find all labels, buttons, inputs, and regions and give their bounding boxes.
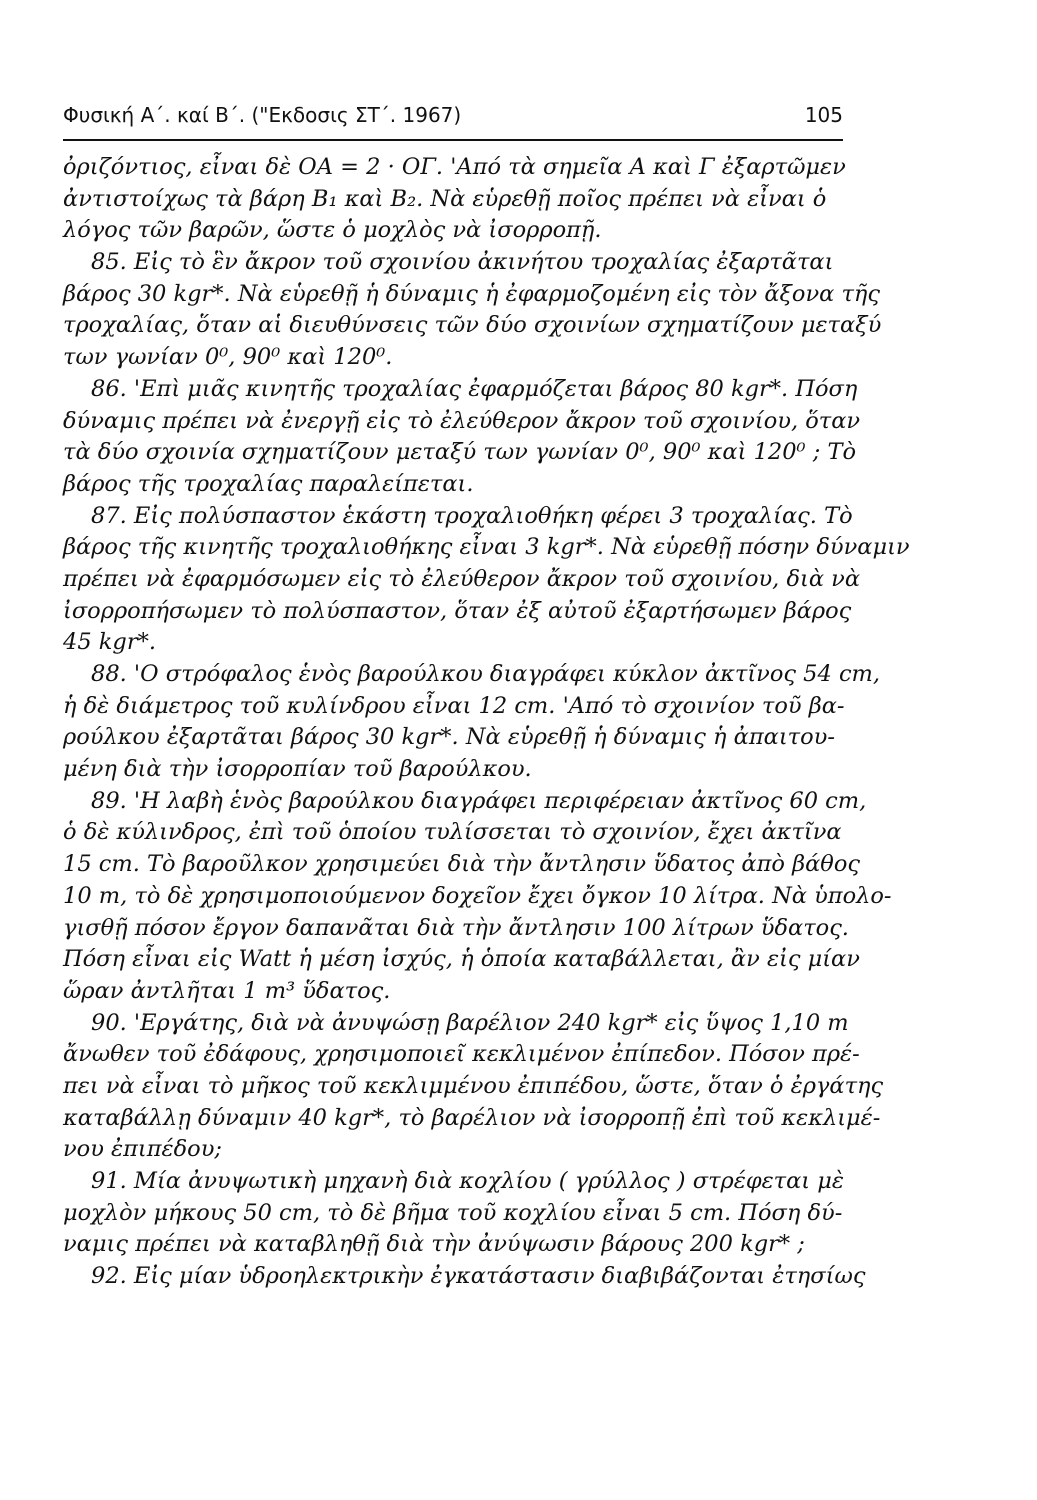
text-line: Πόση εἶναι εἰς Watt ἡ μέση ἰσχύς, ἡ ὁποία καταβάλλεται, ἂν εἰς μίαν <box>63 946 860 973</box>
problem-87-start: 87. Εἰς πολύσπαστον ἑκάστη τροχαλιοθήκη φέρει 3 τροχαλίας. Τὸ <box>91 502 853 529</box>
body-text <box>63 152 910 1293</box>
text-line: βάρος 30 kgr*. Νὰ εὑρεθῇ ἡ δύναμις ἡ ἐφαρμοζομένη εἰς τὸν ἄξονα τῆς <box>63 280 881 307</box>
text-line: ρούλκου ἐξαρτᾶται βάρος 30 kgr*. Νὰ εὑρεθῇ ἡ δύναμις ἡ ἀπαιτου- <box>63 724 835 751</box>
text-line: ὀριζόντιος, εἶναι δὲ ΟΑ = 2 · ΟΓ. 'Από τὰ σημεῖα Α καὶ Γ ἐξαρτῶμεν <box>63 154 846 180</box>
problem-88-start: 88. 'Ο στρόφαλος ἑνὸς βαρούλκου διαγράφει κύκλον ἀκτῖνος 54 cm, <box>91 661 881 687</box>
header-title: Φυσική Α΄. καί Β΄. ("Εκδοσις ΣΤ΄. 1967) <box>63 103 462 127</box>
text-line: καταβάλλῃ δύναμιν 40 kgr*, τὸ βαρέλιον νὰ ἰσορροπῇ ἐπὶ τοῦ κεκλιμέ- <box>63 1104 881 1131</box>
text-line: λόγος τῶν βαρῶν, ὥστε ὁ μοχλὸς νὰ ἰσορροπῇ. <box>63 217 602 244</box>
text-line: μοχλὸν μήκους 50 cm, τὸ δὲ βῆμα τοῦ κοχλίου εἶναι 5 cm. Πόση δύ- <box>63 1199 843 1226</box>
page-number: 105 <box>804 103 843 127</box>
text-line: πρέπει νὰ ἐφαρμόσωμεν εἰς τὸ ἐλεύθερον ἄκρον τοῦ σχοινίου, διὰ νὰ <box>63 565 861 592</box>
text-line: ὁ δὲ κύλινδρος, ἐπὶ τοῦ ὁποίου τυλίσσεται τὸ σχοινίον, ἔχει ἀκτῖνα <box>63 819 842 846</box>
text-line: ἡ δὲ διάμετρος τοῦ κυλίνδρου εἶναι 12 cm. 'Από τὸ σχοινίον τοῦ βα- <box>63 692 845 719</box>
text-line: ναμις πρέπει νὰ καταβληθῇ διὰ τὴν ἀνύψωσιν βάρους 200 kgr* ; <box>63 1231 805 1258</box>
running-header <box>63 100 843 130</box>
text-line: βάρος τῆς κινητῆς τροχαλιοθήκης εἶναι 3 kgr*. Νὰ εὑρεθῇ πόσην δύναμιν <box>63 534 910 561</box>
problem-85-start: 85. Εἰς τὸ ἓν ἄκρον τοῦ σχοινίου ἀκινήτου τροχαλίας ἐξαρτᾶται <box>91 249 834 276</box>
text-line: πει νὰ εἶναι τὸ μῆκος τοῦ κεκλιμμένου ἐπιπέδου, ὥστε, ὅταν ὁ ἐργάτης <box>63 1072 884 1099</box>
text-line: νου ἐπιπέδου; <box>63 1136 222 1163</box>
problem-86-start: 86. 'Επὶ μιᾶς κινητῆς τροχαλίας ἐφαρμόζεται βάρος 80 kgr*. Πόση <box>91 375 858 402</box>
problem-90-start: 90. 'Εργάτης, διὰ νὰ ἀνυψώσῃ βαρέλιον 240 kgr* εἰς ὕψος 1,10 m <box>91 1009 849 1036</box>
text-line: τροχαλίας, ὅταν αἱ διευθύνσεις τῶν δύο σχοινίων σχηματίζουν μεταξύ <box>63 312 882 339</box>
text-line: 15 cm. Τὸ βαροῦλκον χρησιμεύει διὰ τὴν ἄντλησιν ὕδατος ἀπὸ βάθος <box>63 851 861 878</box>
text-line: των γωνίαν 0⁰, 90⁰ καὶ 120⁰. <box>63 344 393 371</box>
text-line: ὥραν ἀντλῆται 1 m³ ὕδατος. <box>63 977 391 1004</box>
text-line: δύναμις πρέπει νὰ ἐνεργῇ εἰς τὸ ἐλεύθερον ἄκρον τοῦ σχοινίου, ὅταν <box>63 407 861 434</box>
text-line: 10 m, τὸ δὲ χρησιμοποιούμενον δοχεῖον ἔχει ὄγκον 10 λίτρα. Νὰ ὑπολο- <box>63 882 892 909</box>
problem-91-start: 91. Μία ἀνυψωτικὴ μηχανὴ διὰ κοχλίου ( γρύλλος ) στρέφεται μὲ <box>91 1168 844 1194</box>
text-line: ἄνωθεν τοῦ ἐδάφους, χρησιμοποιεῖ κεκλιμένον ἐπίπεδον. Πόσον πρέ- <box>63 1041 860 1068</box>
text-line: ἰσορροπήσωμεν τὸ πολύσπαστον, ὅταν ἐξ αὐτοῦ ἐξαρτήσωμεν βάρος <box>63 597 852 624</box>
text-line: γισθῇ πόσον ἔργον δαπανᾶται διὰ τὴν ἄντλησιν 100 λίτρων ὕδατος. <box>63 914 849 941</box>
text-line: τὰ δύο σχοινία σχηματίζουν μεταξύ των γωνίαν 0⁰, 90⁰ καὶ 120⁰ ; Τὸ <box>63 439 857 466</box>
header-rule <box>63 139 843 141</box>
text-line: βάρος τῆς τροχαλίας παραλείπεται. <box>63 470 474 497</box>
problem-89-start: 89. 'Η λαβὴ ἑνὸς βαρούλκου διαγράφει περιφέρειαν ἀκτῖνος 60 cm, <box>91 787 867 814</box>
text-line: μένη διὰ τὴν ἰσορροπίαν τοῦ βαρούλκου. <box>63 756 532 783</box>
problem-92-start: 92. Εἰς μίαν ὑδροηλεκτρικὴν ἐγκατάστασιν διαβιβάζονται ἐτησίως <box>91 1263 866 1290</box>
text-line: 45 kgr*. <box>63 629 156 656</box>
text-line: ἀντιστοίχως τὰ βάρη Β₁ καὶ Β₂. Νὰ εὑρεθῇ ποῖος πρέπει νὰ εἶναι ὁ <box>63 185 827 212</box>
